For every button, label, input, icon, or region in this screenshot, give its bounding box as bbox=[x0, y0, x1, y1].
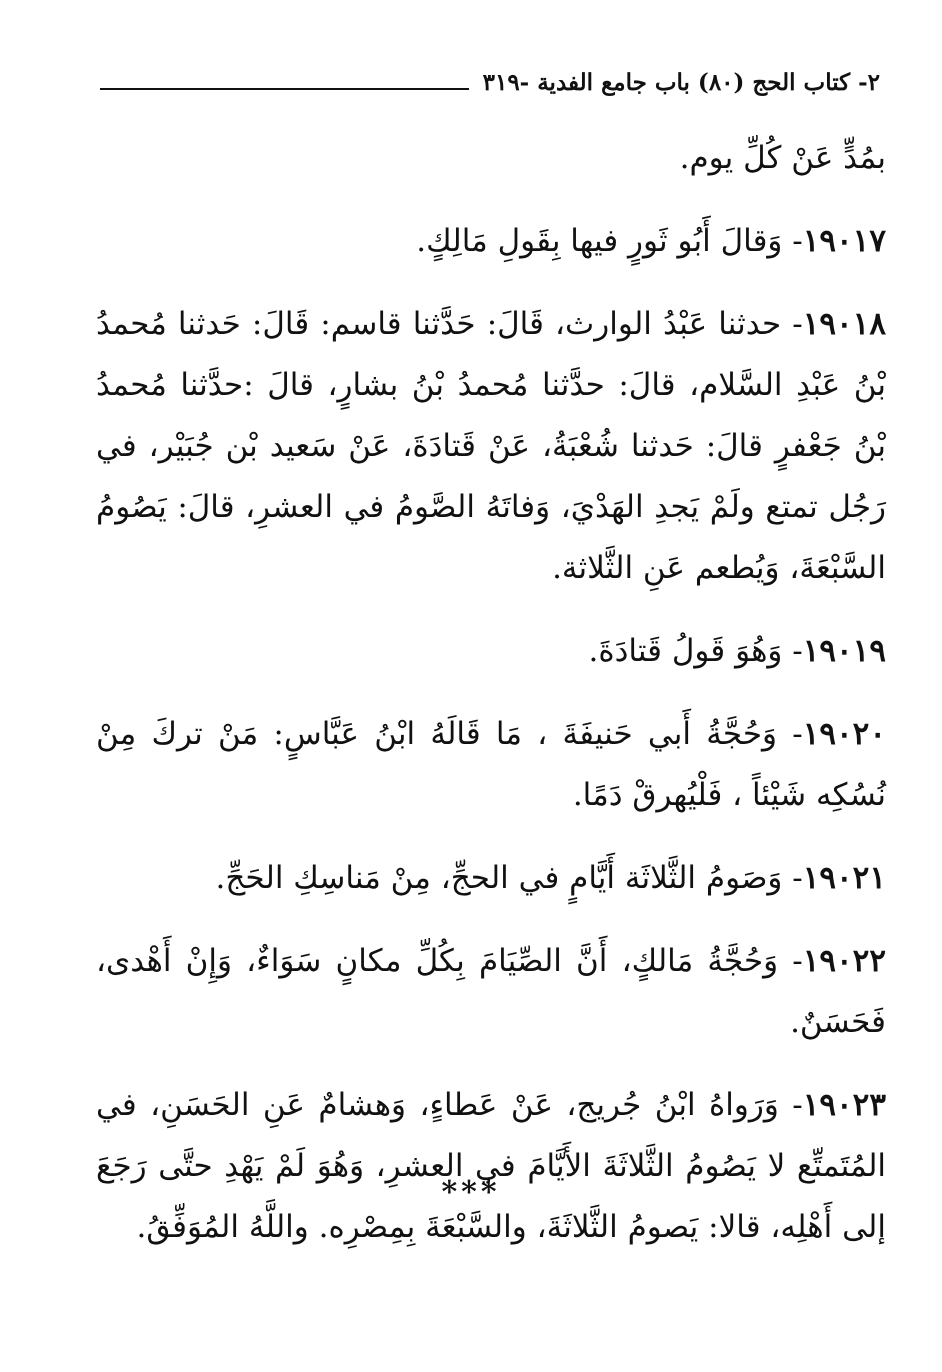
paragraph-text: - وَحُجَّةُ مَالكٍ، أَنَّ الصِّيَامَ بِكُلِّ مكانٍ سَوَاءٌ، وَإِنْ أَهْدى، فَحَسَنٌ. bbox=[96, 943, 886, 1040]
paragraph-text: بمُدٍّ عَنْ كُلِّ يوم. bbox=[679, 140, 886, 176]
section-ornament: *** bbox=[441, 1175, 501, 1210]
paragraph-number: ١٩٠٢٠ bbox=[802, 716, 886, 752]
paragraph-19021 bbox=[96, 848, 886, 909]
paragraph-number: ١٩٠٢٣ bbox=[802, 1087, 886, 1123]
paragraph-continuation bbox=[96, 128, 886, 189]
paragraph-19023 bbox=[96, 1075, 886, 1258]
paragraph-number: ١٩٠٢٢ bbox=[802, 943, 886, 979]
paragraph-19019 bbox=[96, 621, 886, 682]
paragraph-19020 bbox=[96, 704, 886, 826]
running-header bbox=[100, 62, 880, 102]
paragraph-text: - وَحُجَّةُ أَبي حَنيفَةَ ، مَا قَالَهُ ابْنُ عَبَّاسٍ: مَنْ تركَ مِنْ نُسُكِه شَيْئاً ، فَلْيُهرقْ دَمًا. bbox=[96, 716, 886, 813]
paragraph-19022 bbox=[96, 931, 886, 1053]
paragraph-text: - وَرَواهُ ابْنُ جُريج، عَنْ عَطاءٍ، وَهشامٌ عَنِ الحَسَنِ، في المُتَمتِّع لا يَصُومُ الثَّلاثَةَ الأَيَّامَ في العشرِ، وَهُوَ لَمْ يَهْدِ حتَّى رَجَعَ إلى أَهْلِه، قالا: يَصومُ الثَّلاثَةَ، والسَّبْعَةَ بِمِصْرِه. واللَّهُ المُوَفِّقُ. bbox=[96, 1087, 887, 1245]
paragraph-number: ١٩٠١٩ bbox=[802, 633, 886, 669]
paragraph-text: - وَهُوَ قَولُ قَتادَةَ. bbox=[588, 633, 803, 669]
running-title: ٢- كتاب الحج (٨٠) باب جامع الفدية -٣١٩ bbox=[482, 68, 880, 96]
body-text bbox=[96, 128, 886, 1280]
paragraph-number: ١٩٠١٧ bbox=[802, 223, 886, 259]
paragraph-number: ١٩٠١٨ bbox=[802, 306, 886, 342]
paragraph-text: - حدثنا عَبْدُ الوارث، قَالَ: حَدَّثنا قاسم: قَالَ: حَدثنا مُحمدُ بْنُ عَبْدِ السَّلام، قالَ: حدَّثنا مُحمدُ بْنُ بشارٍ، قالَ :حدَّثنا مُحمدُ بْنُ جَعْفرٍ قالَ: حَدثنا شُعْبَةُ، عَنْ قَتادَةَ، عَنْ سَعيد بْن جُبَيْر، في رَجُل تمتع ولَمْ يَجدِ الهَدْيَ، وَفاتَهُ الصَّومُ في العشرِ، قالَ: يَصُومُ السَّبْعَةَ، وَيُطعم عَنِ الثَّلاثة. bbox=[96, 306, 886, 586]
paragraph-text: - وَقالَ أَبُو ثَورٍ فيها بِقَولِ مَالِكٍ. bbox=[416, 223, 803, 259]
paragraph-number: ١٩٠٢١ bbox=[802, 860, 886, 896]
paragraph-19017 bbox=[96, 211, 886, 272]
paragraph-19018 bbox=[96, 294, 886, 599]
header-rule bbox=[100, 88, 469, 90]
paragraph-text: - وَصَومُ الثَّلاثَة أَيَّامٍ في الحجِّ، مِنْ مَناسِكِ الحَجِّ. bbox=[215, 860, 803, 896]
